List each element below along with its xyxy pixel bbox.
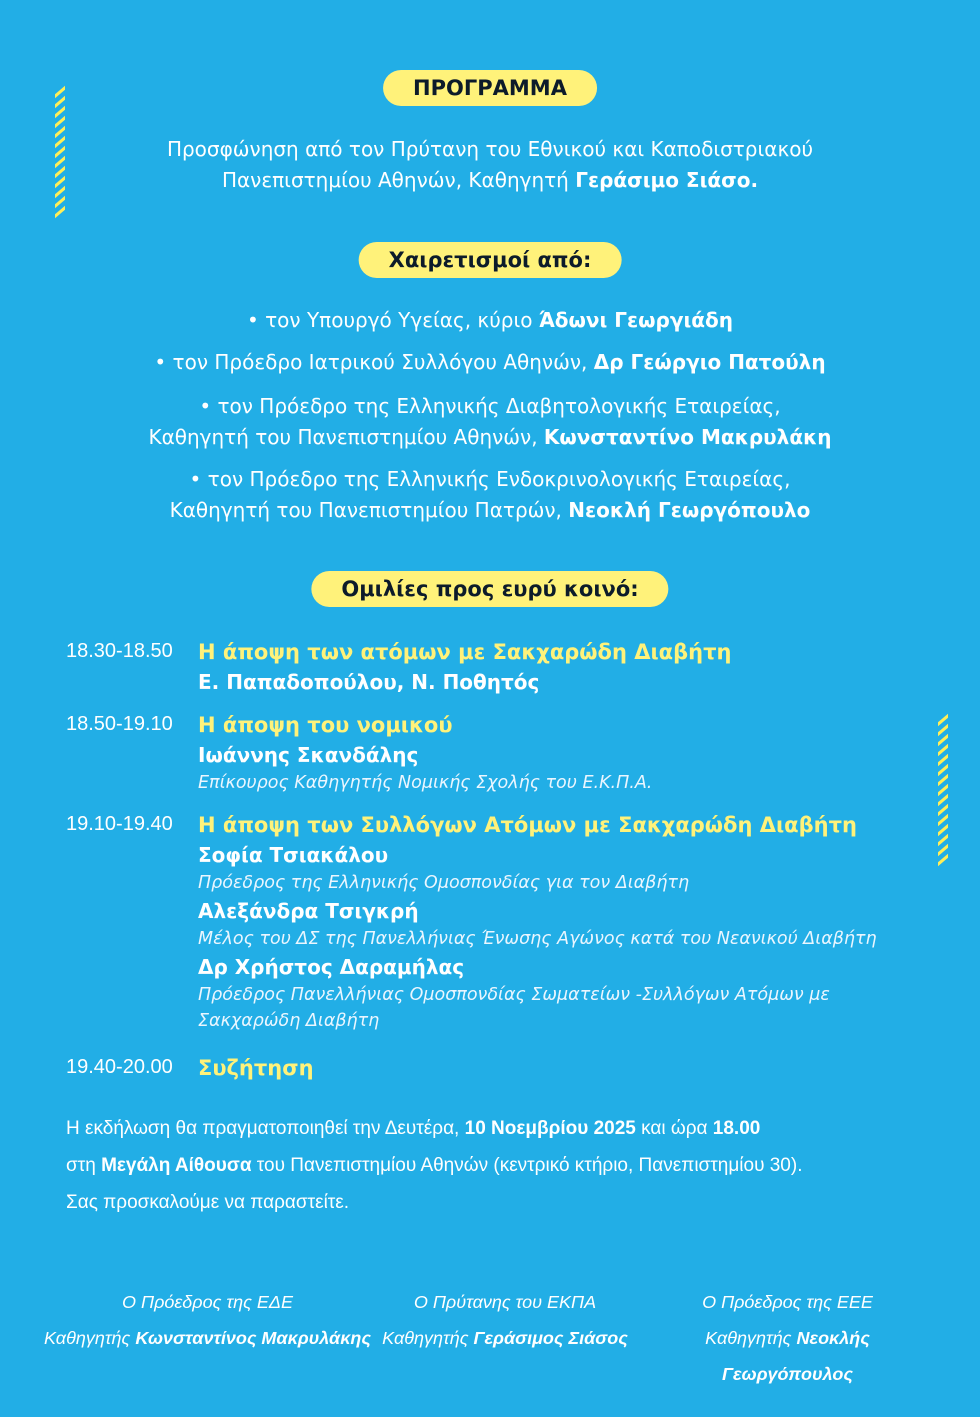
speaker-name: Ιωάννης Σκανδάλης: [198, 743, 419, 767]
event-venue: Μεγάλη Αίθουσα: [101, 1155, 252, 1176]
event-info: [66, 1110, 926, 1221]
greetings-header: Χαιρετισμοί από:: [359, 242, 622, 278]
greeting-item: • τον Πρόεδρο της Ελληνικής Ενδοκρινολογικής Εταιρείας, Καθηγητή του Πανεπιστημίου Πατρών, Νεοκλή Γεωργόπουλο: [169, 467, 811, 522]
talk-title: Η άποψη του νομικού: [198, 713, 453, 737]
event-date: 10 Νοεμβρίου 2025: [464, 1118, 636, 1139]
signature-name-line: Καθηγητής Γεράσιμος Σιάσος: [382, 1328, 628, 1348]
speaker-name: Αλεξάνδρα Τσιγκρή: [198, 899, 419, 923]
talks-header: Ομιλίες προς ευρύ κοινό:: [311, 571, 668, 607]
speaker-role: Πρόεδρος της Ελληνικής Ομοσπονδίας για τον Διαβήτη: [198, 873, 690, 893]
program-header: ΠΡΟΓΡΑΜΜΑ: [383, 70, 597, 106]
speaker-name: Σοφία Τσιακάλου: [198, 843, 389, 867]
rector-address: [0, 134, 980, 196]
event-info-line: Η εκδήλωση θα πραγματοποιηθεί την Δευτέρα, 10 Νοεμβρίου 2025 και ώρα 18.00: [66, 1118, 761, 1139]
greeting-name: Άδωνι Γεωργιάδη: [538, 308, 733, 332]
speaker-name: Ε. Παπαδοπούλου, Ν. Ποθητός: [198, 670, 540, 694]
talk-title: Συζήτηση: [198, 1056, 314, 1080]
talk-title: Η άποψη των ατόμων με Σακχαρώδη Διαβήτη: [198, 640, 732, 664]
signature-role: Ο Πρύτανης του ΕΚΠΑ: [413, 1292, 597, 1312]
signature-eee: [640, 1284, 935, 1392]
speaker-role: Σακχαρώδη Διαβήτη: [198, 1011, 380, 1031]
address-line-1: Προσφώνηση από τον Πρύτανη του Εθνικού και Καποδιστριακού: [166, 137, 814, 161]
greeting-item: • τον Υπουργό Υγείας, κύριο Άδωνι Γεωργιάδη: [246, 308, 733, 332]
signature-role: Ο Πρόεδρος της ΕΕΕ: [702, 1292, 873, 1312]
speaker-role: Πρόεδρος Πανελλήνιας Ομοσπονδίας Σωματείων -Συλλόγων Ατόμων με: [198, 985, 830, 1005]
signature-name-line: Καθηγητής Νεοκλής Γεωργόπουλος: [705, 1328, 870, 1384]
event-time: 18.00: [712, 1118, 761, 1139]
speaker-role: Επίκουρος Καθηγητής Νομικής Σχολής του Ε.Κ.Π.Α.: [198, 773, 653, 793]
speaker-role: Μέλος του ΔΣ της Πανελλήνιας Ένωσης Αγώνος κατά του Νεανικού Διαβήτη: [198, 929, 877, 949]
signature-ede: [40, 1284, 375, 1356]
greeting-item: • τον Πρόεδρο Ιατρικού Συλλόγου Αθηνών, Δρ Γεώργιο Πατούλη: [154, 350, 826, 374]
event-invitation: Σας προσκαλούμε να παραστείτε.: [66, 1192, 350, 1213]
greeting-name: Κωνσταντίνο Μακρυλάκη: [543, 425, 832, 449]
speaker-name: Δρ Χρήστος Δαραμήλας: [198, 955, 465, 979]
rector-name: Γεράσιμο Σιάσο.: [575, 168, 759, 192]
talk-title: Η άποψη των Συλλόγων Ατόμων με Σακχαρώδη Διαβήτη: [198, 813, 857, 837]
event-info-line: στη Μεγάλη Αίθουσα του Πανεπιστημίου Αθηνών (κεντρικό κτήριο, Πανεπιστημίου 30).: [66, 1155, 803, 1176]
talk-time: 19.40-20.00: [66, 1056, 173, 1078]
greeting-item: • τον Πρόεδρο της Ελληνικής Διαβητολογικής Εταιρείας, Καθηγητή του Πανεπιστημίου Αθηνών, Κωνσταντίνο Μακρυλάκη: [148, 394, 832, 449]
signature-role: Ο Πρόεδρος της ΕΔΕ: [122, 1292, 293, 1312]
signature-name-line: Καθηγητής Κωνσταντίνος Μακρυλάκης: [44, 1328, 371, 1348]
decorative-stripes-right: [938, 718, 948, 862]
talk-time: 18.50-19.10: [66, 713, 173, 735]
talk-time: 19.10-19.40: [66, 813, 173, 835]
greeting-name: Νεοκλή Γεωργόπουλο: [568, 498, 811, 522]
signature-ekpa: [375, 1284, 635, 1356]
address-line-2: Πανεπιστημίου Αθηνών, Καθηγητή Γεράσιμο Σιάσο.: [221, 168, 759, 192]
talk-time: 18.30-18.50: [66, 640, 173, 662]
greeting-name: Δρ Γεώργιο Πατούλη: [593, 350, 826, 374]
